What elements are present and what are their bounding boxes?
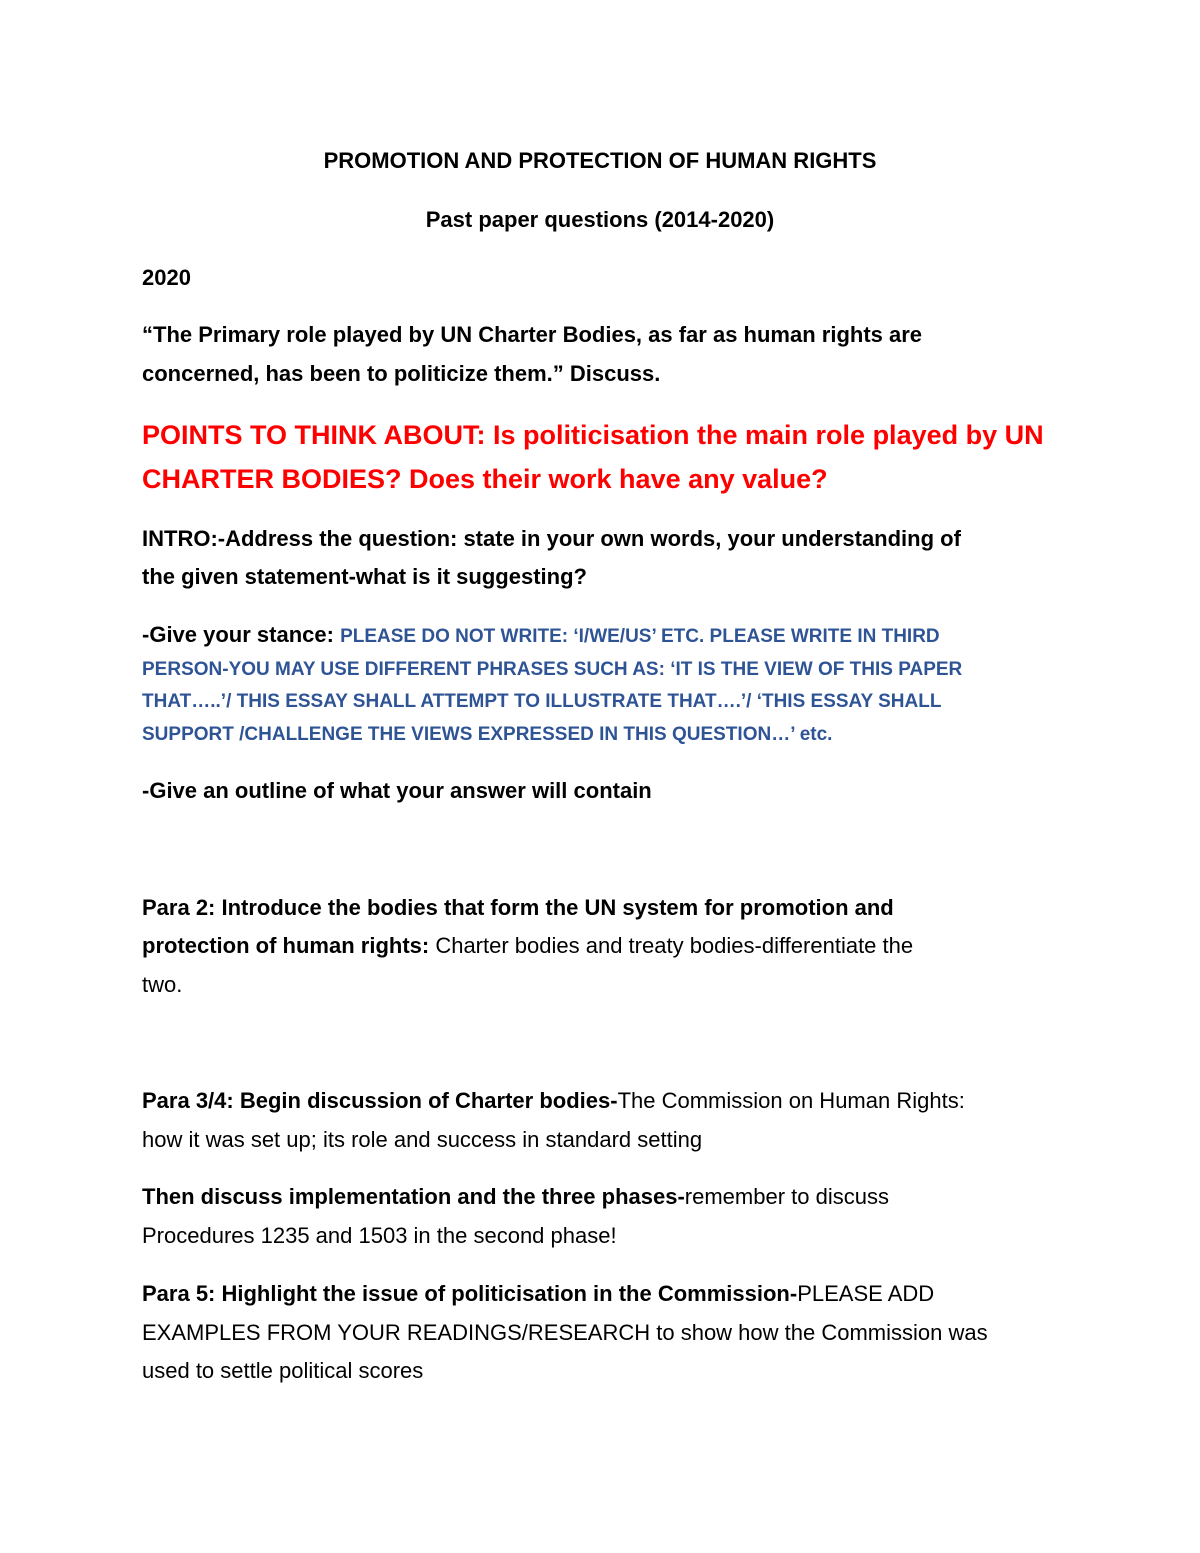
year-heading: 2020 — [142, 265, 191, 290]
points-line-1: POINTS TO THINK ABOUT: Is politicisation the main role played by UN — [142, 420, 1044, 450]
implementation-line-1-normal: remember to discuss — [684, 1184, 889, 1209]
para5-line-2: EXAMPLES FROM YOUR READINGS/RESEARCH to show how the Commission was — [142, 1320, 988, 1345]
para2-line-3: two. — [142, 972, 183, 997]
para5-line-1-normal: PLEASE ADD — [797, 1281, 935, 1306]
para2-line-1: Para 2: Introduce the bodies that form the UN system for promotion and — [142, 895, 894, 920]
stance-note-4: SUPPORT /CHALLENGE THE VIEWS EXPRESSED IN THIS QUESTION…’ etc. — [142, 724, 833, 745]
para5-line-1-bold: Para 5: Highlight the issue of politicisation in the Commission- — [142, 1281, 798, 1306]
para5-line-1 — [142, 1280, 934, 1308]
stance-note-1: PLEASE DO NOT WRITE: ‘I/WE/US’ ETC. PLEASE WRITE IN THIRD — [340, 626, 940, 647]
intro-line-2: the given statement-what is it suggesting? — [142, 564, 587, 589]
para2-line-2-normal: Charter bodies and treaty bodies-differentiate the — [435, 933, 914, 958]
para34-line-1-normal: The Commission on Human Rights: — [617, 1088, 965, 1113]
intro-line-1: INTRO:-Address the question: state in your own words, your understanding of — [142, 526, 961, 551]
para34-line-2: how it was set up; its role and success in standard setting — [142, 1127, 703, 1152]
document-title: PROMOTION AND PROTECTION OF HUMAN RIGHTS — [323, 148, 877, 173]
points-line-2: CHARTER BODIES? Does their work have any value? — [142, 464, 828, 494]
para2-line-2-bold: protection of human rights: — [142, 933, 436, 958]
implementation-line-2: Procedures 1235 and 1503 in the second phase! — [142, 1223, 617, 1248]
para2-line-2 — [142, 932, 913, 960]
para34-line-1 — [142, 1087, 965, 1115]
para34-line-1-bold: Para 3/4: Begin discussion of Charter bodies- — [142, 1088, 618, 1113]
question-line-2: concerned, has been to politicize them.” Discuss. — [142, 361, 661, 386]
para5-line-3: used to settle political scores — [142, 1358, 424, 1383]
stance-note-3: THAT…..’/ THIS ESSAY SHALL ATTEMPT TO ILLUSTRATE THAT….’/ ‘THIS ESSAY SHALL — [142, 691, 942, 712]
stance-line-1 — [142, 621, 940, 649]
implementation-line-1 — [142, 1183, 889, 1211]
document-subtitle: Past paper questions (2014-2020) — [425, 207, 775, 232]
implementation-line-1-bold: Then discuss implementation and the three phases- — [142, 1184, 685, 1209]
outline-line: -Give an outline of what your answer will contain — [142, 778, 652, 803]
stance-note-2: PERSON-YOU MAY USE DIFFERENT PHRASES SUCH AS: ‘IT IS THE VIEW OF THIS PAPER — [142, 659, 963, 680]
stance-label: -Give your stance: — [142, 622, 341, 647]
question-line-1: “The Primary role played by UN Charter Bodies, as far as human rights are — [142, 322, 923, 347]
